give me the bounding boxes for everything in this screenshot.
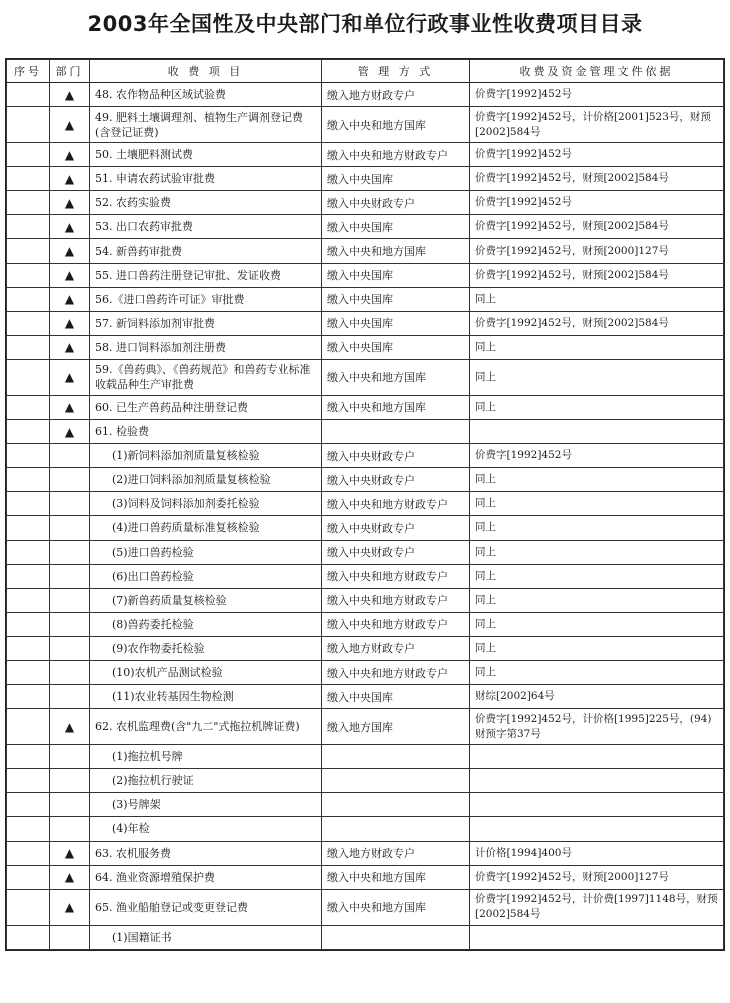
fee-item: 63. 农机服务费 [90,841,322,865]
management-method: 缴入中央和地方国库 [322,107,470,143]
document-basis [470,769,724,793]
seq-cell [7,263,50,287]
management-method: 缴入中央财政专户 [322,468,470,492]
dept-marker: ▲ [50,841,90,865]
document-basis: 价费字[1992]452号 [470,83,724,107]
fee-item: 60. 已生产兽药品种注册登记费 [90,395,322,419]
seq-cell [7,359,50,395]
dept-marker: ▲ [50,287,90,311]
dept-marker [50,793,90,817]
table-row [7,83,724,107]
seq-cell [7,564,50,588]
table-row [7,444,724,468]
fee-item: 61. 检验费 [90,420,322,444]
table-row [7,841,724,865]
management-method: 缴入中央财政专户 [322,444,470,468]
table-row [7,359,724,395]
seq-cell [7,709,50,745]
management-method: 缴入中央和地方财政专户 [322,492,470,516]
fee-item: (6)出口兽药检验 [90,564,322,588]
fee-item: (8)兽药委托检验 [90,612,322,636]
management-method: 缴入中央和地方财政专户 [322,143,470,167]
fee-item: 51. 申请农药试验审批费 [90,167,322,191]
fee-item: (1)新饲料添加剂质量复核检验 [90,444,322,468]
management-method: 缴入中央国库 [322,335,470,359]
seq-cell [7,420,50,444]
table-row [7,311,724,335]
table-row [7,263,724,287]
seq-cell [7,143,50,167]
seq-cell [7,191,50,215]
table-row [7,817,724,841]
document-basis: 价费字[1992]452号 [470,444,724,468]
seq-cell [7,492,50,516]
dept-marker: ▲ [50,167,90,191]
fee-item: (5)进口兽药检验 [90,540,322,564]
table-row [7,588,724,612]
fee-item: (3)饲料及饲料添加剂委托检验 [90,492,322,516]
document-basis: 计价格[1994]400号 [470,841,724,865]
document-basis [470,745,724,769]
seq-cell [7,793,50,817]
document-basis: 同上 [470,660,724,684]
table-row [7,540,724,564]
fee-item: (4)年检 [90,817,322,841]
dept-marker [50,588,90,612]
dept-marker: ▲ [50,263,90,287]
document-basis: 同上 [470,516,724,540]
document-basis: 价费字[1992]452号，财预[2002]584号 [470,311,724,335]
dept-marker: ▲ [50,191,90,215]
fee-item: 64. 渔业资源增殖保护费 [90,865,322,889]
dept-marker [50,612,90,636]
fee-item: 53. 出口农药审批费 [90,215,322,239]
document-basis: 财综[2002]64号 [470,685,724,709]
seq-cell [7,612,50,636]
fee-item: (4)进口兽药质量标准复核检验 [90,516,322,540]
management-method: 缴入中央国库 [322,287,470,311]
seq-cell [7,745,50,769]
management-method: 缴入中央国库 [322,311,470,335]
dept-marker [50,817,90,841]
fee-item: 59.《兽药典》、《兽药规范》和兽药专业标准收载品种生产审批费 [90,359,322,395]
document-basis: 同上 [470,468,724,492]
seq-cell [7,817,50,841]
header-basis: 收费及资金管理文件依据 [470,60,724,83]
management-method: 缴入地方财政专户 [322,636,470,660]
management-method [322,745,470,769]
fee-item: (1)国籍证书 [90,925,322,949]
seq-cell [7,107,50,143]
table-row [7,793,724,817]
dept-marker: ▲ [50,335,90,359]
table-row [7,636,724,660]
management-method: 缴入中央国库 [322,263,470,287]
management-method: 缴入中央国库 [322,167,470,191]
fee-item: 50. 土壤肥料测试费 [90,143,322,167]
management-method: 缴入中央和地方国库 [322,239,470,263]
header-dept: 部门 [50,60,90,83]
table-row [7,395,724,419]
seq-cell [7,588,50,612]
dept-marker [50,769,90,793]
management-method: 缴入地方财政专户 [322,841,470,865]
table-row [7,492,724,516]
document-basis: 价费字[1992]452号 [470,191,724,215]
table-row [7,167,724,191]
table-row [7,685,724,709]
seq-cell [7,287,50,311]
fee-item: 65. 渔业船舶登记或变更登记费 [90,889,322,925]
table-row [7,925,724,949]
seq-cell [7,167,50,191]
dept-marker: ▲ [50,889,90,925]
table-row [7,191,724,215]
header-seq: 序号 [7,60,50,83]
management-method [322,817,470,841]
header-mgmt: 管 理 方 式 [322,60,470,83]
management-method: 缴入中央和地方国库 [322,865,470,889]
document-basis [470,817,724,841]
table-row [7,287,724,311]
table-row [7,709,724,745]
fee-item: 57. 新饲料添加剂审批费 [90,311,322,335]
seq-cell [7,889,50,925]
page-title: 2003年全国性及中央部门和单位行政事业性收费项目目录 [87,12,643,36]
fee-item: (10)农机产品测试检验 [90,660,322,684]
fee-item: (7)新兽药质量复核检验 [90,588,322,612]
seq-cell [7,865,50,889]
table-row [7,612,724,636]
document-basis: 价费字[1992]452号，计价格[2001]523号，财预[2002]584号 [470,107,724,143]
management-method: 缴入中央财政专户 [322,540,470,564]
dept-marker [50,925,90,949]
seq-cell [7,925,50,949]
seq-cell [7,685,50,709]
table-row [7,564,724,588]
fee-item: (1)拖拉机号牌 [90,745,322,769]
seq-cell [7,468,50,492]
seq-cell [7,540,50,564]
seq-cell [7,660,50,684]
fee-item: 58. 进口饲料添加剂注册费 [90,335,322,359]
management-method: 缴入中央和地方财政专户 [322,588,470,612]
dept-marker [50,468,90,492]
table-row [7,107,724,143]
table-row [7,745,724,769]
fee-item: 49. 肥料土壤调理剂、植物生产调剂登记费(含登记证费) [90,107,322,143]
fee-item: (9)农作物委托检验 [90,636,322,660]
table-row [7,420,724,444]
fee-item: (11)农业转基因生物检测 [90,685,322,709]
seq-cell [7,769,50,793]
fee-table [6,59,724,950]
table-row [7,239,724,263]
seq-cell [7,395,50,419]
management-method [322,925,470,949]
document-basis: 价费字[1992]452号，财预[2000]127号 [470,865,724,889]
dept-marker [50,745,90,769]
table-row [7,468,724,492]
dept-marker: ▲ [50,420,90,444]
document-basis: 同上 [470,492,724,516]
document-basis [470,925,724,949]
table-row [7,143,724,167]
management-method [322,420,470,444]
document-basis [470,793,724,817]
dept-marker [50,660,90,684]
dept-marker [50,444,90,468]
fee-item: 52. 农药实验费 [90,191,322,215]
document-basis: 价费字[1992]452号，财预[2002]584号 [470,215,724,239]
management-method: 缴入中央国库 [322,685,470,709]
table-row [7,215,724,239]
table-row [7,335,724,359]
document-basis: 同上 [470,588,724,612]
dept-marker [50,564,90,588]
table-body [7,83,724,950]
fee-table-container [5,58,725,951]
management-method: 缴入地方国库 [322,709,470,745]
seq-cell [7,636,50,660]
seq-cell [7,239,50,263]
management-method: 缴入中央和地方国库 [322,889,470,925]
document-basis: 同上 [470,359,724,395]
table-header [7,60,724,83]
fee-item: 56.《进口兽药许可证》审批费 [90,287,322,311]
dept-marker: ▲ [50,865,90,889]
management-method: 缴入中央和地方财政专户 [322,612,470,636]
document-basis [470,420,724,444]
fee-item: 48. 农作物品种区域试验费 [90,83,322,107]
seq-cell [7,335,50,359]
dept-marker: ▲ [50,709,90,745]
management-method: 缴入中央和地方财政专户 [322,660,470,684]
table-row [7,889,724,925]
table-row [7,769,724,793]
fee-item: 62. 农机监理费(含"九二"式拖拉机牌证费) [90,709,322,745]
fee-item: (2)进口饲料添加剂质量复核检验 [90,468,322,492]
document-basis: 价费字[1992]452号，财预[2000]127号 [470,239,724,263]
dept-marker: ▲ [50,239,90,263]
management-method: 缴入中央和地方国库 [322,359,470,395]
fee-item: 55. 进口兽药注册登记审批、发证收费 [90,263,322,287]
management-method: 缴入中央财政专户 [322,191,470,215]
document-basis: 价费字[1992]452号，财预[2002]584号 [470,263,724,287]
fee-item: 54. 新兽药审批费 [90,239,322,263]
document-basis: 同上 [470,335,724,359]
dept-marker: ▲ [50,143,90,167]
dept-marker: ▲ [50,311,90,335]
seq-cell [7,516,50,540]
table-row [7,865,724,889]
seq-cell [7,444,50,468]
document-basis: 价费字[1992]452号，计价格[1995]225号，(94)财预字第37号 [470,709,724,745]
management-method [322,793,470,817]
seq-cell [7,83,50,107]
dept-marker: ▲ [50,215,90,239]
document-basis: 同上 [470,540,724,564]
document-basis: 同上 [470,287,724,311]
management-method: 缴入中央国库 [322,215,470,239]
dept-marker [50,540,90,564]
document-basis: 同上 [470,564,724,588]
fee-item: (2)拖拉机行驶证 [90,769,322,793]
header-item: 收 费 项 目 [90,60,322,83]
dept-marker [50,685,90,709]
dept-marker: ▲ [50,395,90,419]
dept-marker [50,492,90,516]
document-basis: 同上 [470,612,724,636]
table-row [7,516,724,540]
management-method [322,769,470,793]
seq-cell [7,841,50,865]
document-basis: 同上 [470,395,724,419]
document-basis: 同上 [470,636,724,660]
document-basis: 价费字[1992]452号 [470,143,724,167]
fee-item: (3)号牌架 [90,793,322,817]
document-basis: 价费字[1992]452号，财预[2002]584号 [470,167,724,191]
dept-marker: ▲ [50,83,90,107]
document-basis: 价费字[1992]452号，计价费[1997]1148号，财预[2002]584号 [470,889,724,925]
dept-marker: ▲ [50,107,90,143]
management-method: 缴入中央财政专户 [322,516,470,540]
dept-marker [50,516,90,540]
management-method: 缴入中央和地方国库 [322,395,470,419]
table-row [7,660,724,684]
dept-marker: ▲ [50,359,90,395]
seq-cell [7,311,50,335]
dept-marker [50,636,90,660]
management-method: 缴入地方财政专户 [322,83,470,107]
seq-cell [7,215,50,239]
management-method: 缴入中央和地方财政专户 [322,564,470,588]
